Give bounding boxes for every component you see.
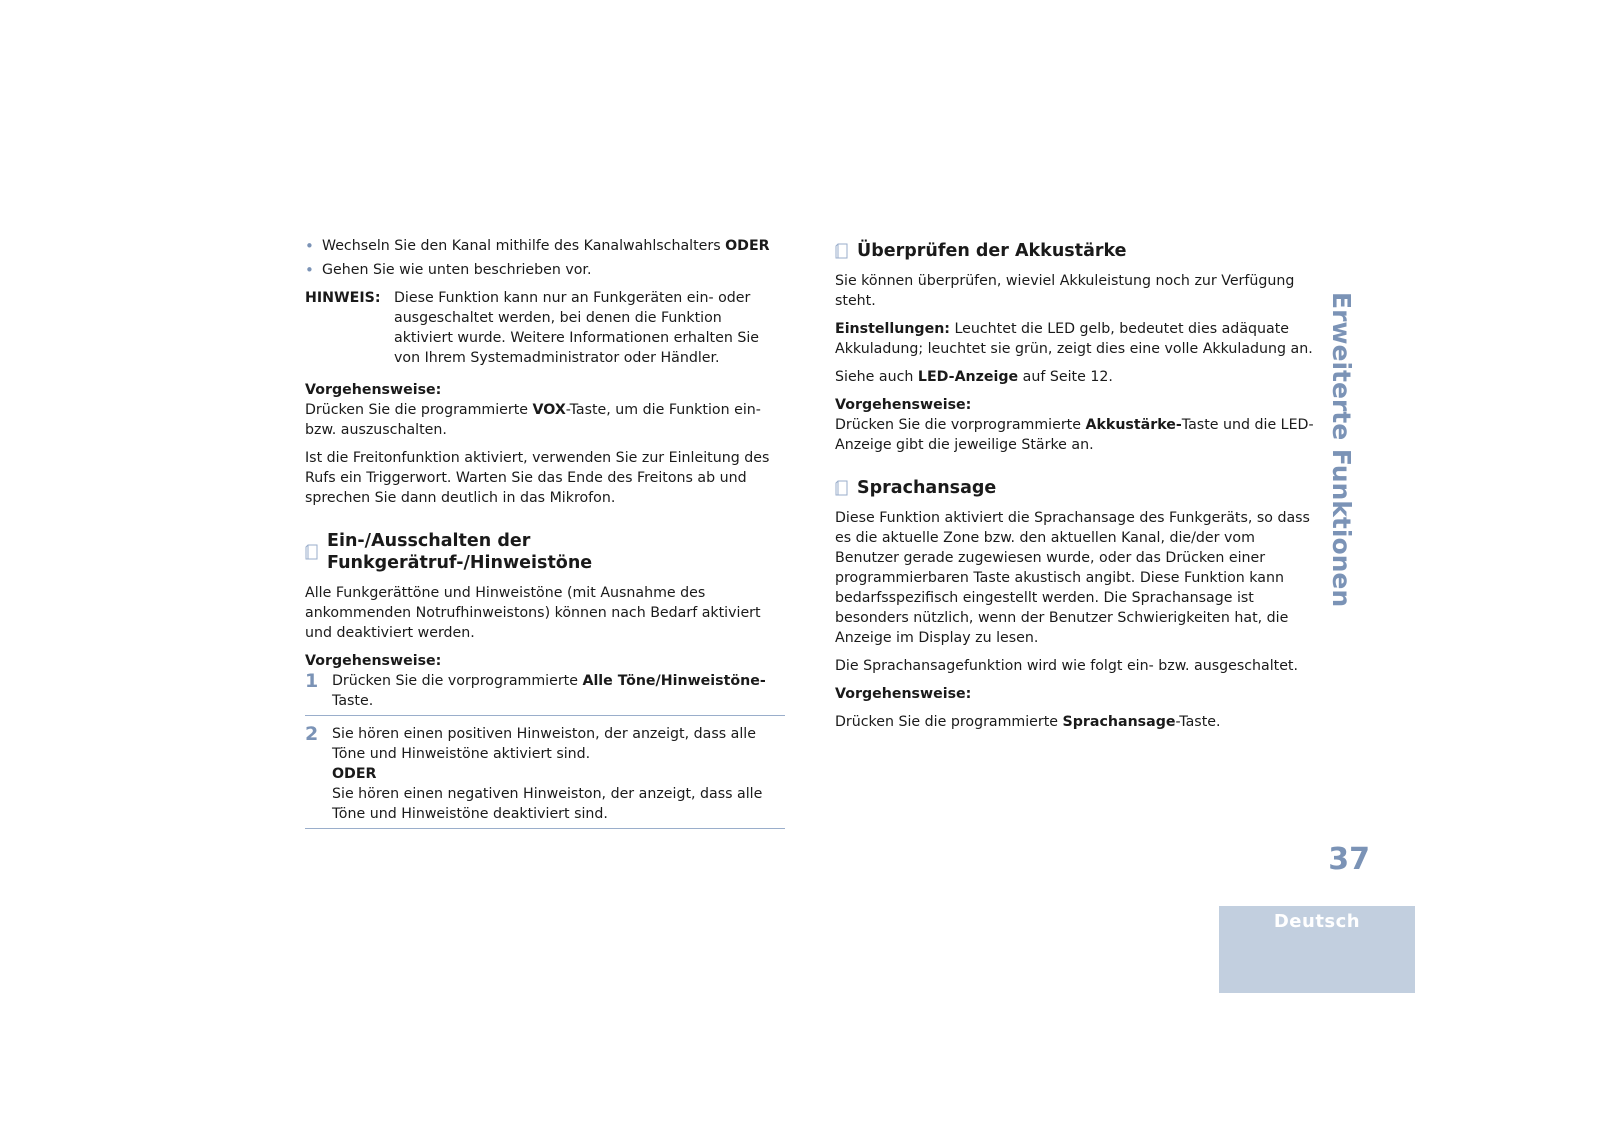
step-2: [305, 724, 785, 829]
chapter-side-title: Erweiterte Funktionen: [1327, 292, 1356, 608]
step-1: [305, 671, 785, 716]
procedure-label: Vorgehensweise:: [835, 686, 972, 702]
akku-settings: Einstellungen: Leuchtet die LED gelb, bedeutet dies adäquate Akkuladung; leuchtet sie grün, zeigt dies eine volle Akkuladung an.: [835, 321, 1313, 357]
page-number: 37: [1328, 842, 1370, 877]
bullet-list: [305, 236, 785, 280]
bullet-icon: •: [305, 261, 314, 279]
section-page-icon: [305, 544, 318, 560]
note-block: [305, 288, 785, 368]
akku-see-also: Siehe auch LED-Anzeige auf Seite 12.: [835, 369, 1113, 385]
sprach-toggle: Die Sprachansagefunktion wird wie folgt ein- bzw. ausgeschaltet.: [835, 658, 1299, 674]
freiton-paragraph: Ist die Freitonfunktion aktiviert, verwenden Sie zur Einleitung des Rufs ein Triggerwort. Warten Sie das Ende des Freitons ab und sprechen Sie dann deutlich in das Mikrofon.: [305, 450, 770, 506]
section-page-icon: [835, 243, 848, 259]
procedure-label: Vorgehensweise:: [835, 397, 972, 413]
step-number: 2: [305, 723, 319, 745]
bullet-icon: •: [305, 237, 314, 255]
left-column: [305, 236, 785, 837]
sprach-intro: Diese Funktion aktiviert die Sprachansage des Funkgeräts, so dass es die aktuelle Zone bzw. den aktuellen Kanal, die/der vom Benutzer gerade zugewiesen wurde, oder das Drücken einer programmierbaren Taste akustisch angibt. Diese Funktion kann bedarfsspezifisch eingestellt werden. Die Sprachansage ist besonders nützlich, wenn der Benutzer Schwierigkeiten hat, die Anzeige im Display zu lesen.: [835, 510, 1310, 646]
sprach-procedure: Drücken Sie die programmierte Sprachansage-Taste.: [835, 714, 1221, 730]
section-heading: [835, 240, 1320, 262]
procedure-label: Vorgehensweise:: [305, 653, 442, 669]
section-title: Sprachansage: [857, 478, 997, 498]
akku-intro: Sie können überprüfen, wieviel Akkuleistung noch zur Verfügung steht.: [835, 273, 1295, 309]
procedure-text: Drücken Sie die programmierte VOX-Taste, um die Funktion ein- bzw. auszuschalten.: [305, 402, 761, 438]
section-page-icon: [835, 480, 848, 496]
section-title: Überprüfen der Akkustärke: [857, 241, 1127, 261]
procedure-label: Vorgehensweise:: [305, 382, 442, 398]
section-heading: [835, 477, 1320, 499]
step-body: Drücken Sie die vorprogrammierte Alle Töne/Hinweistöne- Taste.: [332, 673, 766, 709]
list-item: • Wechseln Sie den Kanal mithilfe des Kanalwahlschalters ODER: [305, 237, 770, 255]
section-title: Ein-/Ausschalten der Funkgerätruf-/Hinweistöne: [327, 531, 593, 573]
step-body: Sie hören einen positiven Hinweiston, der anzeigt, dass alle Töne und Hinweistöne aktiviert sind. ODER Sie hören einen negativen Hinweiston, der anzeigt, dass alle Töne und Hinweistöne deaktiviert sind.: [332, 726, 763, 822]
section-heading: [305, 530, 785, 574]
note-text: Diese Funktion kann nur an Funkgeräten ein- oder ausgeschaltet werden, bei denen die Funktion aktiviert wurde. Weitere Informationen erhalten Sie von Ihrem Systemadministrator oder Händler.: [394, 290, 760, 366]
right-column: [835, 240, 1320, 740]
list-item: • Gehen Sie wie unten beschrieben vor.: [305, 261, 592, 279]
step-number: 1: [305, 670, 319, 692]
language-tab: [1219, 906, 1415, 993]
language-label: Deutsch: [1273, 911, 1361, 932]
akku-procedure: Drücken Sie die vorprogrammierte Akkustärke-Taste und die LED-Anzeige gibt die jeweilige Stärke an.: [835, 417, 1314, 453]
note-label: HINWEIS:: [305, 290, 381, 306]
section-intro: Alle Funkgerättöne und Hinweistöne (mit Ausnahme des ankommenden Notrufhinweistons) können nach Bedarf aktiviert und deaktiviert werden.: [305, 585, 761, 641]
